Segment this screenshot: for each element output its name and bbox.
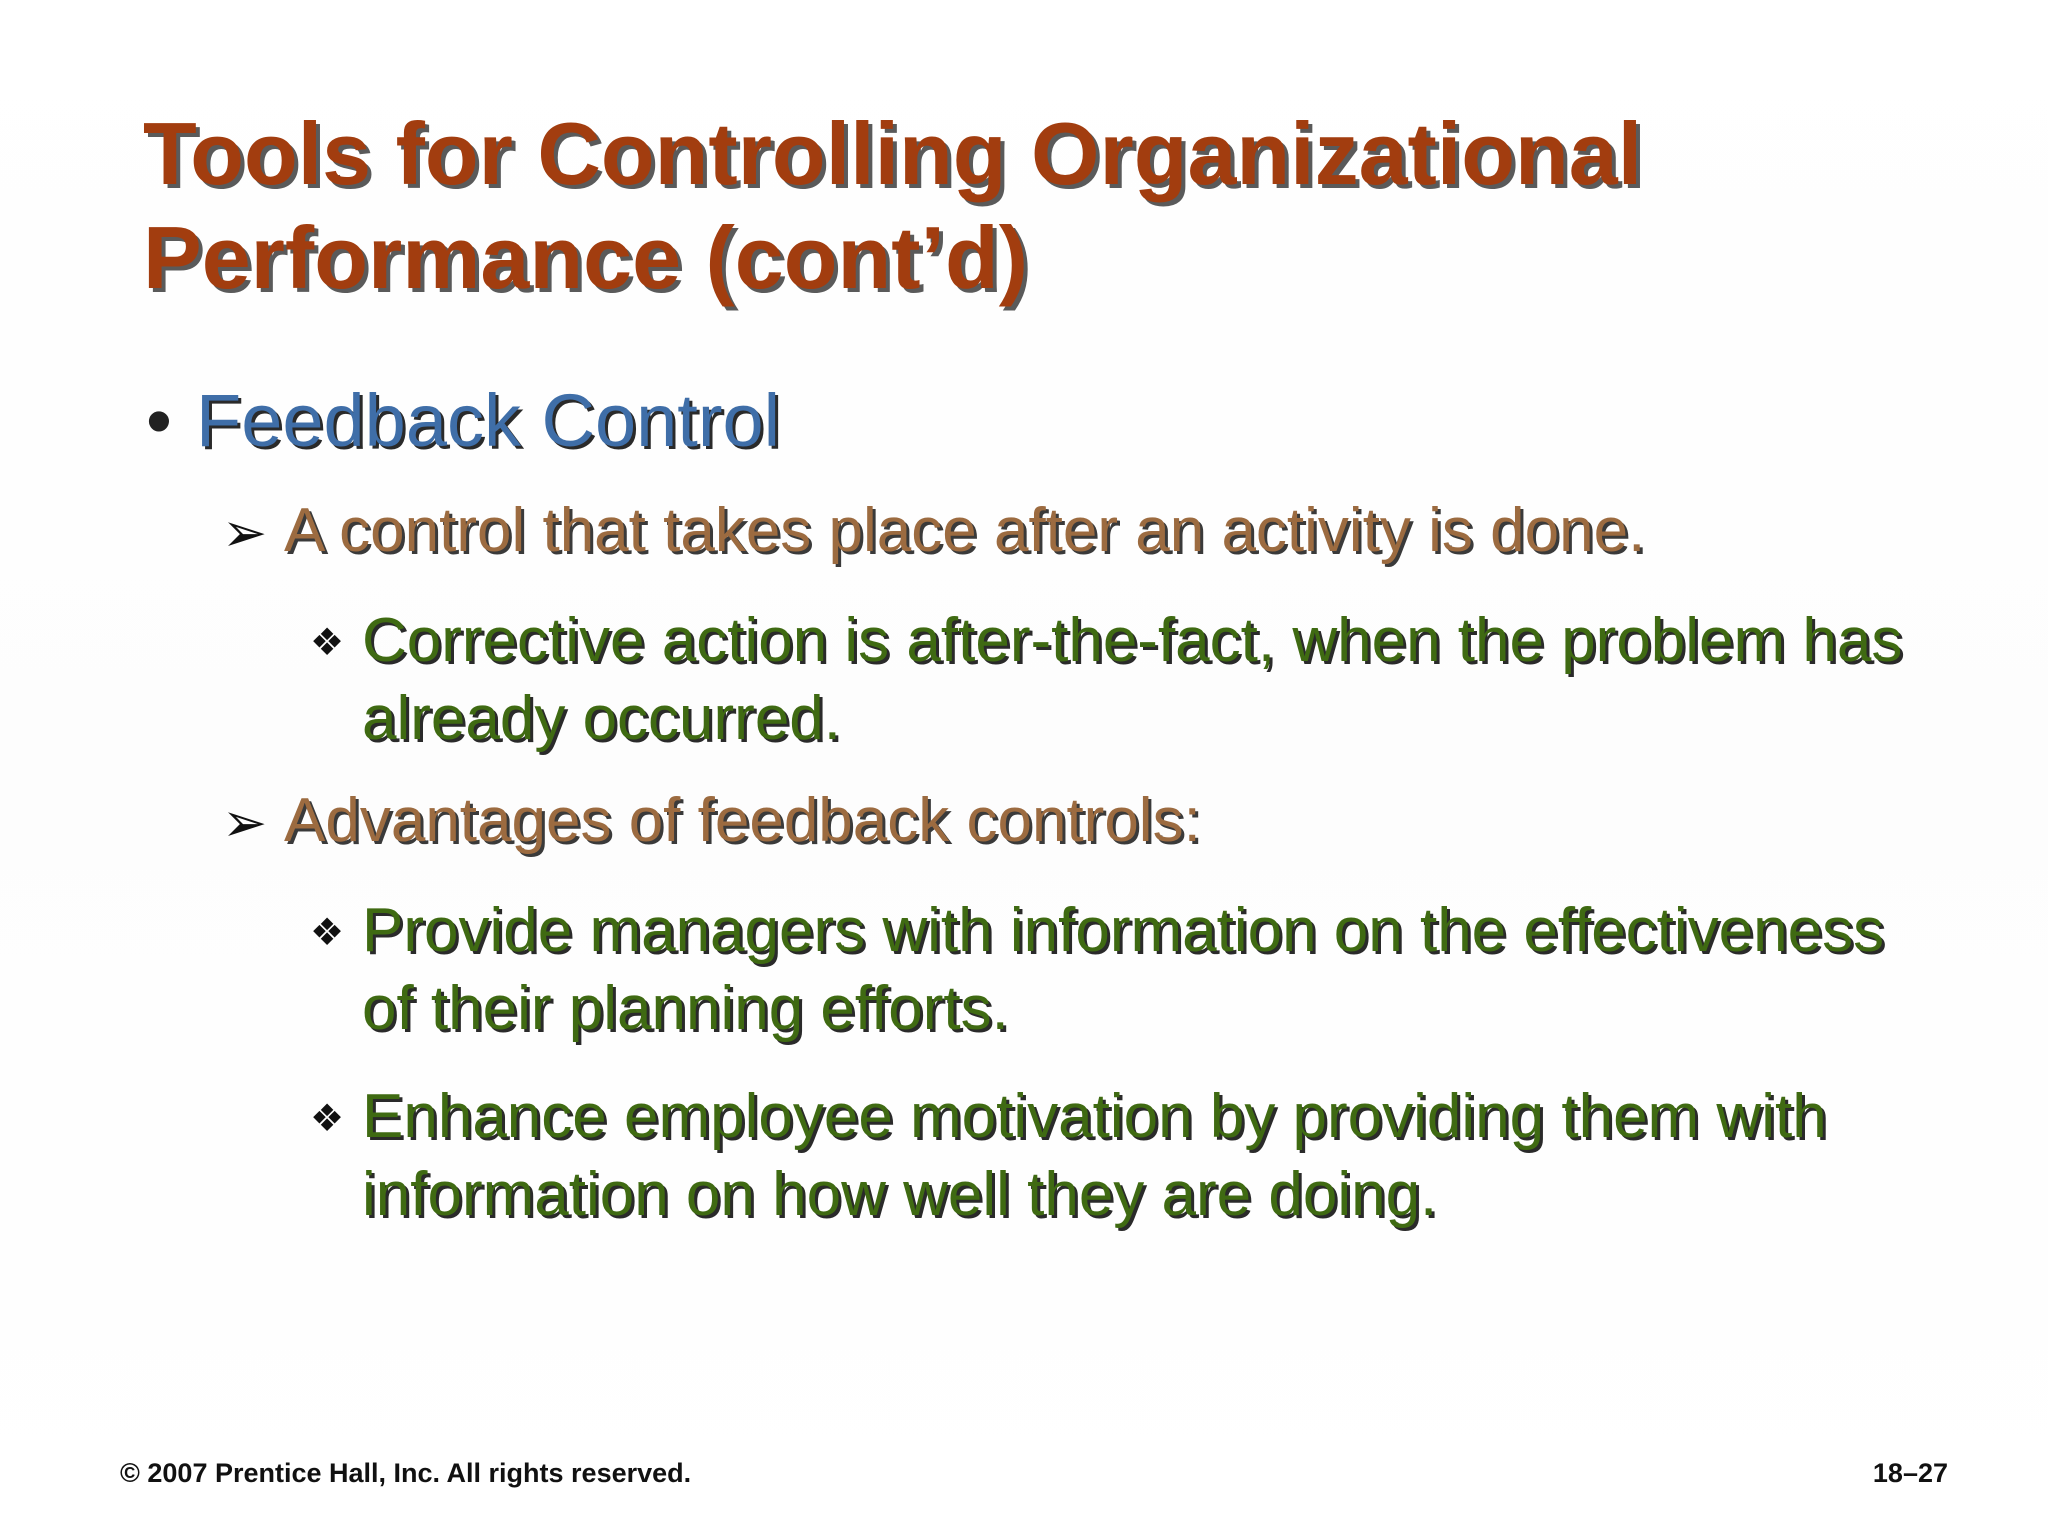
diamond-bullet-icon: ❖ <box>310 912 345 954</box>
detail-text: Corrective action is after-the-fact, when the problem has already occurred. <box>362 606 1903 753</box>
sub-bullet-text: Advantages of feedback controls: <box>284 786 1201 855</box>
slide-title-line-2: Performance (cont’d) <box>143 208 1029 307</box>
slide-title <box>143 102 1943 310</box>
sub-bullet-advantages <box>222 782 1201 862</box>
detail-corrective-action <box>310 602 1930 758</box>
sub-bullet-text: A control that takes place after an activity is done. <box>284 496 1646 565</box>
detail-text: Provide managers with information on the effectiveness of their planning efforts. <box>362 896 1885 1043</box>
arrow-bullet-icon: ➢ <box>222 793 268 853</box>
round-bullet-icon: • <box>146 379 172 462</box>
sub-bullet-definition <box>222 492 1645 572</box>
detail-enhance-motivation <box>310 1078 1930 1234</box>
slide-title-line-1: Tools for Controlling Organizational <box>143 104 1643 203</box>
footer-copyright: © 2007 Prentice Hall, Inc. All rights reserved. <box>120 1458 692 1488</box>
diamond-bullet-icon: ❖ <box>310 622 345 664</box>
arrow-bullet-icon: ➢ <box>222 503 268 563</box>
detail-provide-managers <box>310 892 1930 1048</box>
detail-text: Enhance employee motivation by providing them with information on how well they are doing. <box>362 1082 1827 1229</box>
bullet-feedback-control <box>146 376 780 466</box>
footer-page-number: 18–27 <box>1872 1458 1948 1488</box>
bullet-text: Feedback Control <box>196 379 781 462</box>
diamond-bullet-icon: ❖ <box>310 1098 345 1140</box>
